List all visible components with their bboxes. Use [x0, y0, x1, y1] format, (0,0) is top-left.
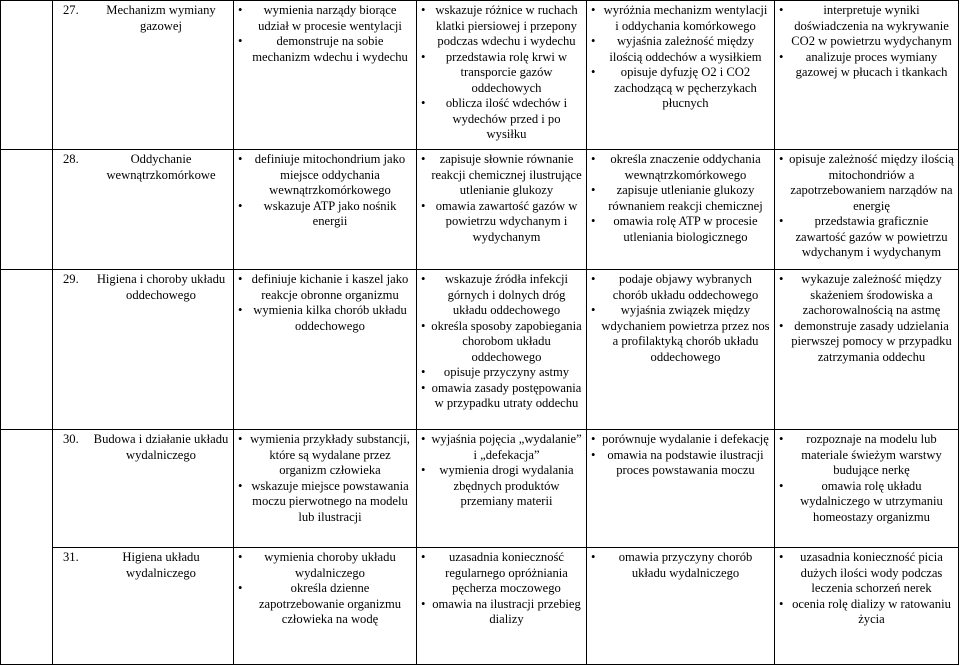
- topic-cell: [53, 1, 234, 150]
- table-row: [1, 430, 959, 548]
- requirement-item: • omawia zawartość gazów w powietrzu wdychanym i wydychanym: [421, 199, 582, 246]
- topic-title: Higiena układu wydalniczego: [122, 550, 200, 580]
- requirement-list: [591, 432, 770, 479]
- requirement-item: • określa znaczenie oddychania wewnątrzkomórkowego: [591, 152, 770, 183]
- requirement-list: [591, 3, 770, 112]
- requirement-item: • definiuje mitochondrium jako miejsce oddychania wewnątrzkomórkowego: [238, 152, 412, 199]
- requirement-item: • wskazuje różnice w ruchach klatki piersiowej i przepony podczas wdechu i wydechu: [421, 3, 582, 50]
- requirement-item: • definiuje kichanie i kaszel jako reakcje obronne organizmu: [238, 272, 412, 303]
- requirement-item: • omawia rolę układu wydalniczego w utrzymaniu homeostazy organizmu: [779, 479, 954, 526]
- requirement-list: [238, 272, 412, 334]
- requirements-extended-cell: [417, 1, 587, 150]
- topic-number: 30.: [63, 432, 79, 446]
- requirements-basic-cell: [234, 548, 417, 665]
- requirement-item: • wymienia kilka chorób układu oddechowego: [238, 303, 412, 334]
- requirement-list: [591, 550, 770, 581]
- requirements-extended-cell: [417, 150, 587, 270]
- requirement-list: [779, 3, 954, 81]
- requirement-item: • omawia na podstawie ilustracji proces powstawania moczu: [591, 448, 770, 479]
- topic-number: 29.: [63, 272, 79, 286]
- requirement-item: • wykazuje zależność między skażeniem środowiska a zachorowalnością na astmę: [779, 272, 954, 319]
- requirement-item: • omawia rolę ATP w procesie utleniania biologicznego: [591, 214, 770, 245]
- requirements-excellent-cell: [775, 270, 959, 430]
- requirements-excellent-cell: [775, 1, 959, 150]
- requirements-extended-cell: [417, 548, 587, 665]
- requirements-excellent-cell: [775, 548, 959, 665]
- requirement-list: [779, 152, 954, 261]
- topic-title: Mechanizm wymiany gazowej: [106, 3, 216, 33]
- requirement-item: • omawia zasady postępowania w przypadku utraty oddechu: [421, 381, 582, 412]
- topic-title: Higiena i choroby układu oddechowego: [96, 272, 226, 302]
- requirement-item: • demonstruje zasady udzielania pierwszej pomocy w przypadku zatrzymania oddechu: [779, 319, 954, 366]
- requirements-basic-cell: [234, 1, 417, 150]
- requirement-item: • demonstruje na sobie mechanizm wdechu i wydechu: [238, 34, 412, 65]
- requirement-item: • porównuje wydalanie i defekację: [591, 432, 770, 448]
- requirement-item: • wyjaśnia pojęcia „wydalanie” i „defekacja”: [421, 432, 582, 463]
- requirement-list: [238, 152, 412, 230]
- requirements-excellent-cell: [775, 150, 959, 270]
- requirement-item: • opisuje dyfuzję O2 i CO2 zachodzącą w pęcherzykach płucnych: [591, 65, 770, 112]
- table-row: [1, 270, 959, 430]
- requirements-advanced-cell: [587, 430, 775, 548]
- requirements-advanced-cell: [587, 1, 775, 150]
- requirement-item: • wyjaśnia związek między wdychaniem powietrza przez nos a profilaktyką chorób układu oddechowego: [591, 303, 770, 365]
- table-row: [1, 548, 959, 665]
- requirement-item: • rozpoznaje na modelu lub materiale świeżym warstwy budujące nerkę: [779, 432, 954, 479]
- requirement-item: • omawia przyczyny chorób układu wydalniczego: [591, 550, 770, 581]
- requirement-item: • określa sposoby zapobiegania chorobom układu oddechowego: [421, 319, 582, 366]
- requirement-item: • wymienia przykłady substancji, które są wydalane przez organizm człowieka: [238, 432, 412, 479]
- topic-cell: [53, 548, 234, 665]
- requirement-item: • opisuje przyczyny astmy: [421, 365, 582, 381]
- requirement-item: • oblicza ilość wdechów i wydechów przed i po wysiłku: [421, 96, 582, 143]
- requirement-list: [779, 550, 954, 628]
- topic-number: 27.: [63, 3, 79, 17]
- requirements-advanced-cell: [587, 548, 775, 665]
- section-cell: [1, 430, 53, 665]
- requirements-extended-cell: [417, 270, 587, 430]
- requirement-list: [421, 3, 582, 143]
- section-cell-empty: [1, 270, 53, 430]
- requirements-excellent-cell: [775, 430, 959, 548]
- section-cell-empty: [1, 150, 53, 270]
- requirement-item: • zapisuje utlenianie glukozy równaniem reakcji chemicznej: [591, 183, 770, 214]
- requirement-item: • wskazuje miejsce powstawania moczu pierwotnego na modelu lub ilustracji: [238, 479, 412, 526]
- requirement-list: [238, 550, 412, 628]
- table-row: [1, 150, 959, 270]
- requirement-item: • uzasadnia konieczność regularnego opróżniania pęcherza moczowego: [421, 550, 582, 597]
- requirement-list: [421, 152, 582, 245]
- requirement-list: [421, 550, 582, 628]
- topic-title: Budowa i działanie układu wydalniczego: [93, 432, 229, 462]
- requirement-item: • wymienia choroby układu wydalniczego: [238, 550, 412, 581]
- requirement-item: • ocenia rolę dializy w ratowaniu życia: [779, 597, 954, 628]
- requirement-item: • przedstawia rolę krwi w transporcie gazów oddechowych: [421, 50, 582, 97]
- requirement-item: • zapisuje słownie równanie reakcji chemicznej ilustrujące utlenianie glukozy: [421, 152, 582, 199]
- requirement-list: [779, 272, 954, 365]
- requirement-item: • wskazuje źródła infekcji górnych i dolnych dróg układu oddechowego: [421, 272, 582, 319]
- section-cell-empty: [1, 1, 53, 150]
- topic-number: 31.: [63, 550, 79, 564]
- topic-number: 28.: [63, 152, 79, 166]
- requirement-item: • interpretuje wyniki doświadczenia na wykrywanie CO2 w powietrzu wydychanym: [779, 3, 954, 50]
- requirements-advanced-cell: [587, 150, 775, 270]
- requirement-item: • określa dzienne zapotrzebowanie organizmu człowieka na wodę: [238, 581, 412, 628]
- topic-cell: [53, 430, 234, 548]
- requirement-item: • wskazuje ATP jako nośnik energii: [238, 199, 412, 230]
- requirement-item: • podaje objawy wybranych chorób układu oddechowego: [591, 272, 770, 303]
- table-row: [1, 1, 959, 150]
- requirement-list: [421, 432, 582, 510]
- topic-title: Oddychanie wewnątrzkomórkowe: [106, 152, 216, 182]
- requirements-extended-cell: [417, 430, 587, 548]
- requirement-list: [238, 3, 412, 65]
- requirement-list: [238, 432, 412, 525]
- requirement-item: • opisuje zależność między ilością mitochondriów a zapotrzebowaniem narządów na energię: [779, 152, 954, 214]
- topic-cell: [53, 270, 234, 430]
- requirements-basic-cell: [234, 270, 417, 430]
- requirement-list: [779, 432, 954, 525]
- requirement-list: [591, 152, 770, 245]
- requirements-advanced-cell: [587, 270, 775, 430]
- requirement-list: [591, 272, 770, 365]
- topic-cell: [53, 150, 234, 270]
- requirement-item: • uzasadnia konieczność picia dużych ilości wody podczas leczenia schorzeń nerek: [779, 550, 954, 597]
- requirement-item: • wymienia narządy biorące udział w procesie wentylacji: [238, 3, 412, 34]
- requirements-basic-cell: [234, 430, 417, 548]
- requirement-item: • omawia na ilustracji przebieg dializy: [421, 597, 582, 628]
- requirement-item: • wyróżnia mechanizm wentylacji i oddychania komórkowego: [591, 3, 770, 34]
- requirement-item: • wyjaśnia zależność między ilością oddechów a wysiłkiem: [591, 34, 770, 65]
- requirement-item: • przedstawia graficznie zawartość gazów w powietrzu wdychanym i wydychanym: [779, 214, 954, 261]
- requirement-item: • wymienia drogi wydalania zbędnych produktów przemiany materii: [421, 463, 582, 510]
- requirement-item: • analizuje proces wymiany gazowej w płucach i tkankach: [779, 50, 954, 81]
- requirements-basic-cell: [234, 150, 417, 270]
- requirement-list: [421, 272, 582, 412]
